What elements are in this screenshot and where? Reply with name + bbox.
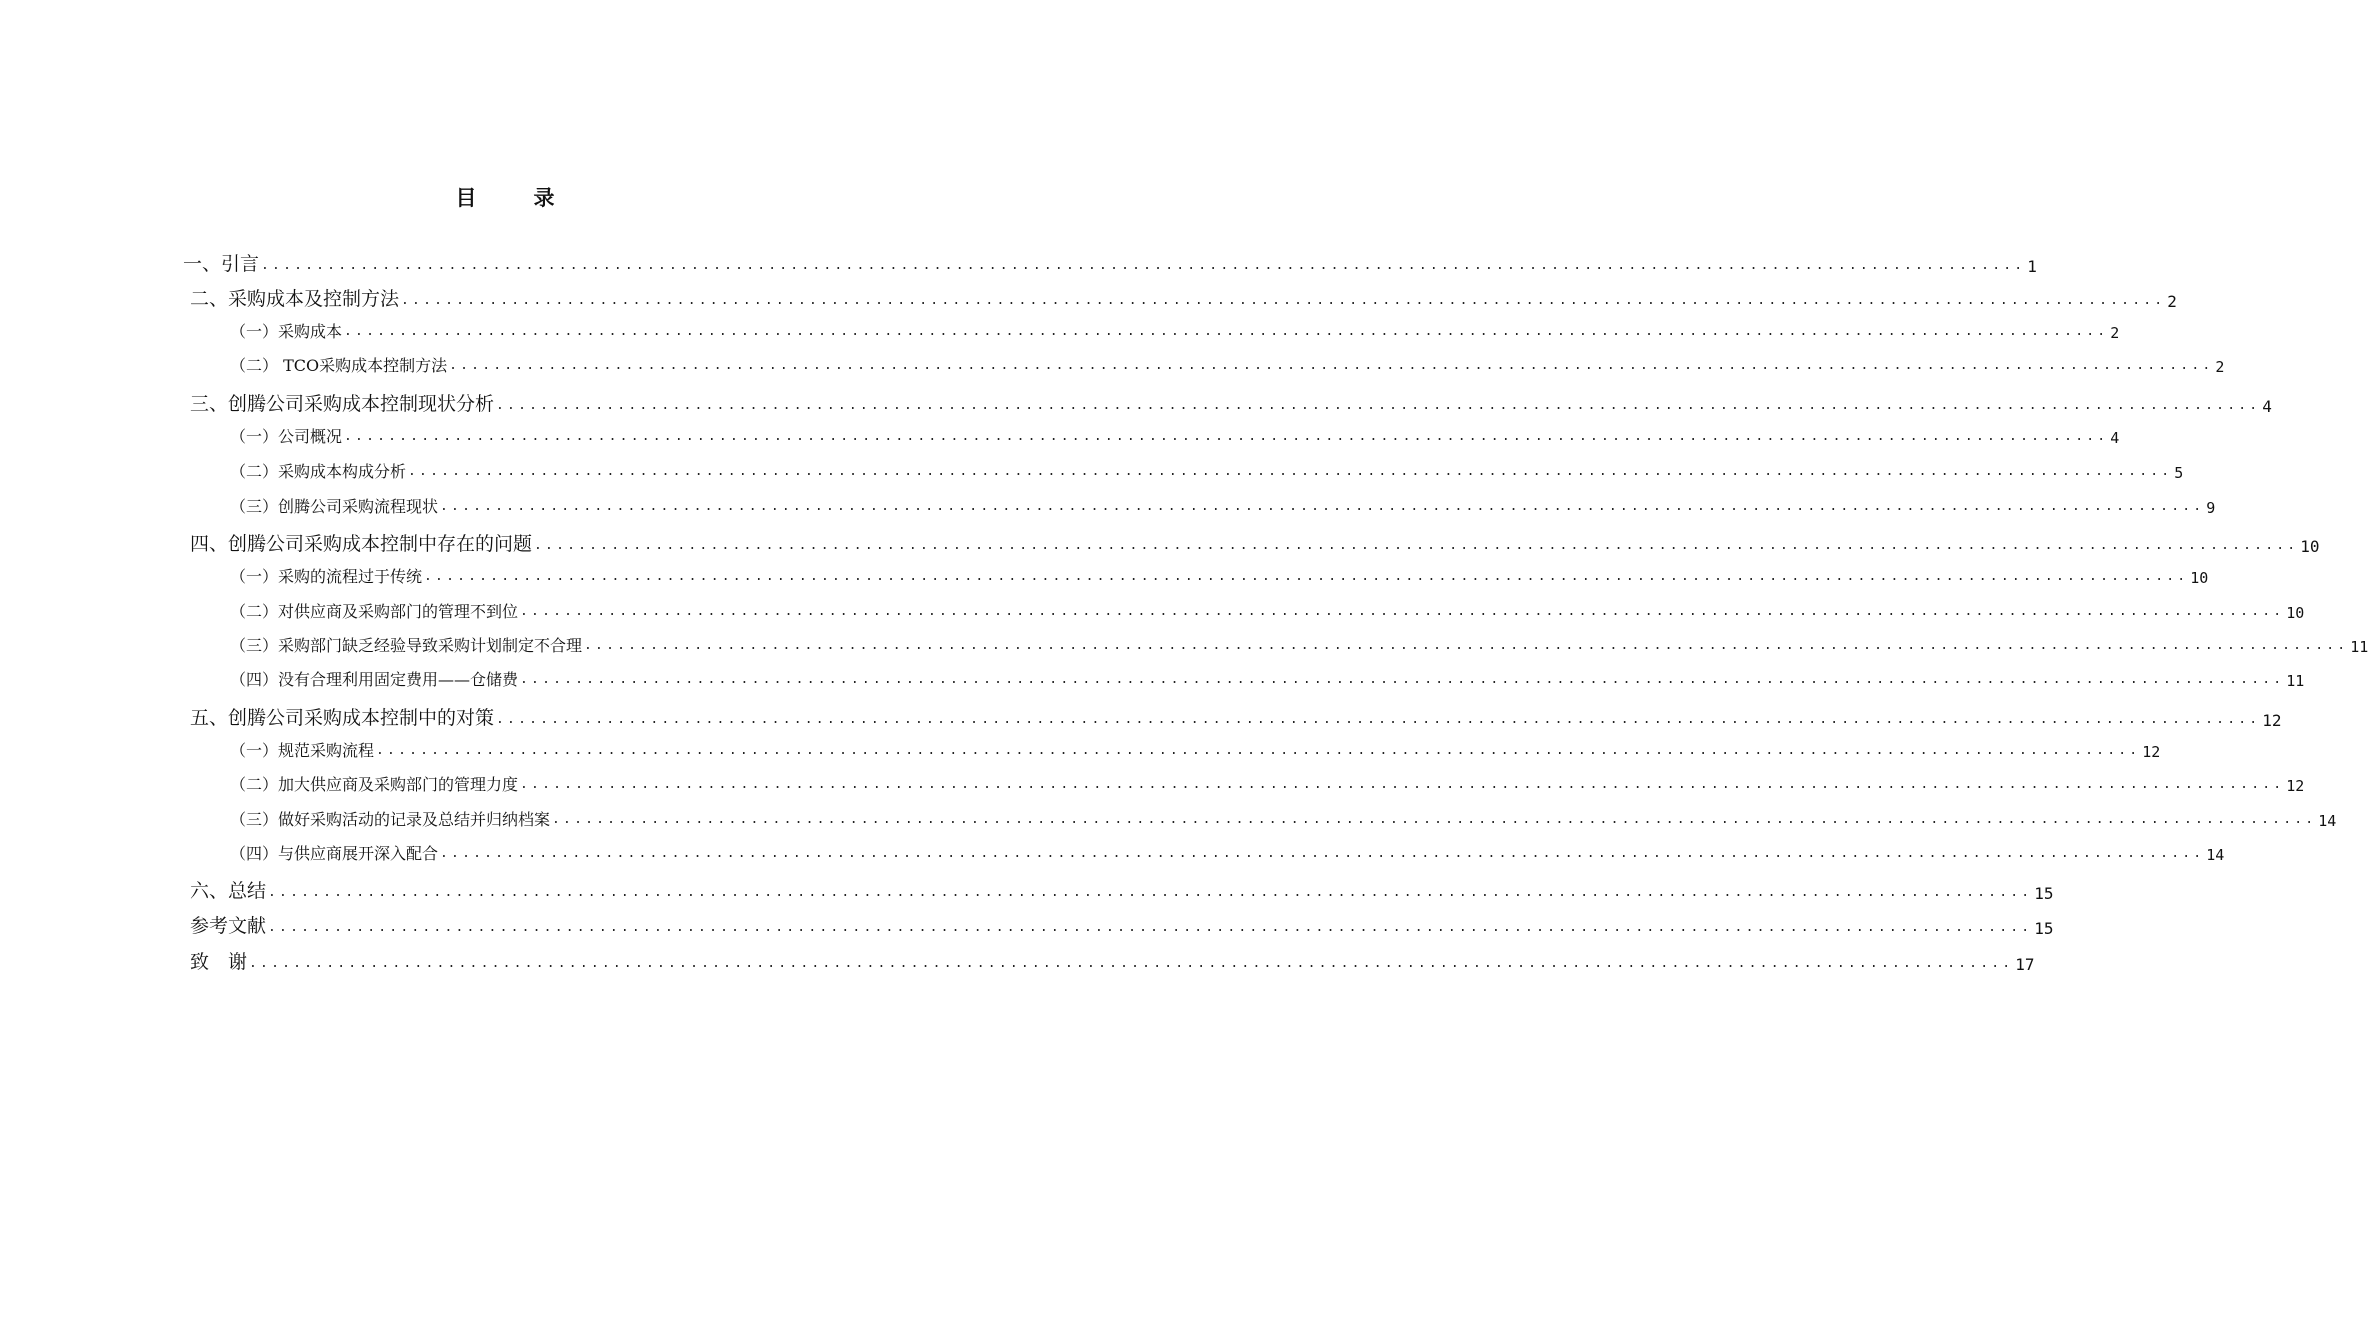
toc-entry-label: （四）与供应商展开深入配合 [230,844,439,863]
toc-entry[interactable] [230,598,2305,622]
toc-entry-label: （二）加大供应商及采购部门的管理力度 [230,775,519,794]
dot-leader: ................................................................................................................................................................ [268,920,2033,935]
toc-entry-label: 二、采购成本及控制方法 [190,288,400,310]
toc-entry[interactable] [230,423,2120,447]
toc-entry-page-number: 1 [2027,257,2037,276]
toc-entry-label: 六、总结 [190,880,267,902]
dot-leader: ................................................................................................................................................................ [344,324,2109,339]
dot-leader: ................................................................................................................................................................ [520,777,2285,792]
toc-entry[interactable] [230,632,2368,656]
toc-entry[interactable] [190,702,2282,730]
toc-entry-page-number: 15 [2034,919,2054,938]
dot-leader: ................................................................................................................................................................ [449,358,2214,373]
toc-entry[interactable] [190,946,2035,974]
toc-entry-label: （二）对供应商及采购部门的管理不到位 [230,602,519,621]
toc-entry-page-number: 2 [2215,358,2225,376]
toc-entry-label: 致 谢 [190,951,248,973]
toc-entry-label: 参考文献 [190,915,267,937]
toc-entry[interactable] [230,563,2209,587]
dot-leader: ................................................................................................................................................................ [344,429,2109,444]
toc-entry-page-number: 5 [2174,464,2184,482]
dot-leader: ................................................................................................................................................................ [520,672,2285,687]
page-title: 目 录 [455,185,573,210]
toc-entry-label: （一）采购的流程过于传统 [230,567,423,586]
toc-entry-label: （三）采购部门缺乏经验导致采购计划制定不合理 [230,636,583,655]
toc-entry-label: （三）创腾公司采购流程现状 [230,497,439,516]
dot-leader: ................................................................................................................................................................ [440,846,2205,861]
toc-entry-label: 三、创腾公司采购成本控制现状分析 [190,393,495,415]
dot-leader: ................................................................................................................................................................ [440,499,2205,514]
toc-entry-page-number: 12 [2286,777,2305,795]
dot-leader: ................................................................................................................................................................ [424,569,2189,584]
toc-entry-page-number: 12 [2262,711,2282,730]
dot-leader: ................................................................................................................................................................ [249,956,2014,971]
toc-entry[interactable] [230,737,2161,761]
dot-leader: ................................................................................................................................................................ [408,464,2173,479]
dot-leader: ................................................................................................................................................................ [584,638,2349,653]
toc-entry[interactable] [230,666,2305,690]
toc-entry-label: （二） TCO采购成本控制方法 [230,356,448,375]
dot-leader: ................................................................................................................................................................ [268,885,2033,900]
toc-entry[interactable] [230,352,2225,376]
toc-entry-label: （四）没有合理利用固定费用——仓储费 [230,670,519,689]
toc-entry[interactable] [183,248,2037,276]
toc-entry[interactable] [230,771,2305,795]
dot-leader: ................................................................................................................................................................ [534,538,2299,553]
dot-leader: ................................................................................................................................................................ [520,604,2285,619]
toc-entry[interactable] [230,458,2184,482]
toc-entry-label: （一）规范采购流程 [230,741,375,760]
toc-entry[interactable] [230,806,2337,830]
toc-entry-page-number: 2 [2167,292,2177,311]
toc-entry-page-number: 4 [2110,429,2120,447]
toc-entry-page-number: 12 [2142,743,2161,761]
dot-leader: ................................................................................................................................................................ [552,812,2317,827]
toc-entry[interactable] [190,910,2054,938]
dot-leader: ................................................................................................................................................................ [376,743,2141,758]
toc-entry-page-number: 15 [2034,884,2054,903]
dot-leader: ................................................................................................................................................................ [261,258,2026,273]
toc-entry-label: （一）采购成本 [230,322,343,341]
toc-entry-label: 四、创腾公司采购成本控制中存在的问题 [190,533,533,555]
toc-entry-page-number: 9 [2206,499,2216,517]
toc-entry-label: （一）公司概况 [230,427,343,446]
toc-entry-page-number: 11 [2350,638,2368,656]
toc-entry-page-number: 10 [2190,569,2209,587]
toc-entry-page-number: 10 [2286,604,2305,622]
toc-entry-page-number: 11 [2286,672,2305,690]
toc-entry-page-number: 14 [2318,812,2337,830]
toc-entry-page-number: 14 [2206,846,2225,864]
toc-entry-label: 一、引言 [183,253,260,275]
toc-entry-label: 五、创腾公司采购成本控制中的对策 [190,707,495,729]
toc-entry-page-number: 10 [2300,537,2320,556]
dot-leader: ................................................................................................................................................................ [401,293,2166,308]
toc-entry-page-number: 17 [2015,955,2035,974]
toc-entry[interactable] [230,840,2225,864]
toc-entry-label: （二）采购成本构成分析 [230,462,407,481]
toc-entry[interactable] [230,493,2216,517]
toc-entry-page-number: 4 [2262,397,2272,416]
toc-entry-label: （三）做好采购活动的记录及总结并归纳档案 [230,810,551,829]
toc-entry-page-number: 2 [2110,324,2120,342]
toc-entry[interactable] [230,318,2120,342]
toc-entry[interactable] [190,528,2320,556]
toc-entry[interactable] [190,283,2177,311]
toc-entry[interactable] [190,875,2054,903]
dot-leader: ................................................................................................................................................................ [496,398,2261,413]
toc-entry[interactable] [190,388,2272,416]
dot-leader: ................................................................................................................................................................ [496,712,2261,727]
